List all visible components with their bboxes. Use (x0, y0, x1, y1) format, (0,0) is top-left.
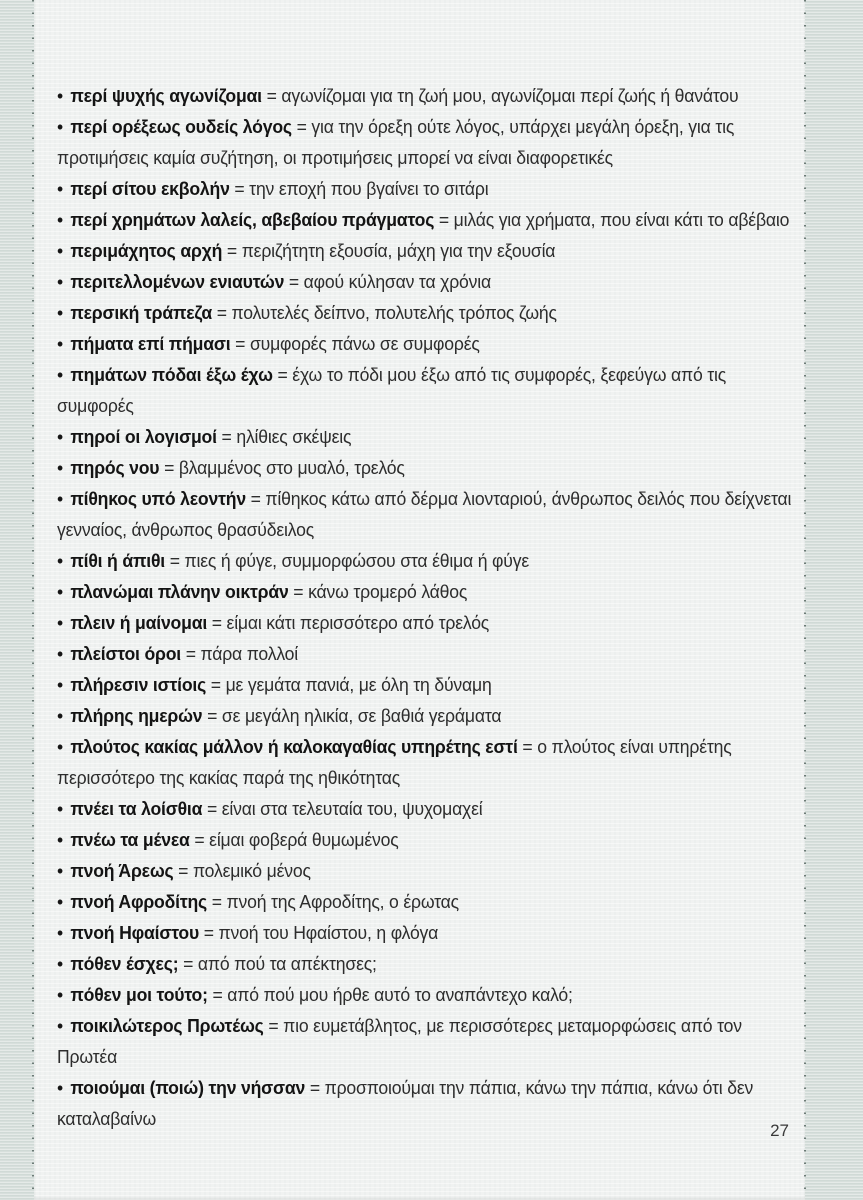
list-item (57, 173, 800, 204)
entry-definition: από πού μου ήρθε αυτό το αναπάντεχο καλό; (227, 984, 573, 1005)
bullet-icon: • (57, 581, 63, 602)
equals-separator: = (245, 488, 266, 509)
entry-definition: κάνω τρομερό λάθος (308, 581, 468, 602)
bullet-icon: • (57, 178, 63, 199)
bullet-icon: • (57, 209, 63, 230)
equals-separator: = (305, 1077, 325, 1098)
equals-separator: = (291, 116, 312, 137)
equals-separator: = (189, 829, 210, 850)
perforation-line-right (804, 0, 806, 1200)
list-item (57, 576, 800, 607)
equals-separator: = (288, 581, 309, 602)
entry-definition: έχω το πόδι μου έξω από τις συμφορές, ξεφεύγω από τις συμφορές (57, 364, 727, 416)
entry-term: πηροί οι λογισμοί (70, 426, 217, 447)
list-item (57, 917, 800, 948)
entry-term: πίθηκος υπό λεοντήν (70, 488, 246, 509)
equals-separator: = (199, 922, 219, 943)
equals-separator: = (206, 674, 226, 695)
bullet-icon: • (57, 85, 63, 106)
entry-definition: πάρα πολλοί (200, 643, 299, 664)
list-item (57, 638, 800, 669)
equals-separator: = (178, 953, 198, 974)
perforation-line-left (32, 0, 34, 1200)
list-item (57, 979, 800, 1010)
bullet-icon: • (57, 891, 63, 912)
bullet-icon: • (57, 488, 63, 509)
entry-definition: πνοή του Ηφαίστου, η φλόγα (218, 922, 439, 943)
entry-term: πλείστοι όροι (70, 643, 181, 664)
entry-definition: πιες ή φύγε, συμμορφώσου στα έθιμα ή φύγε (184, 550, 529, 571)
bullet-icon: • (57, 426, 63, 447)
bullet-icon: • (57, 333, 63, 354)
list-item (57, 886, 800, 917)
entry-definition: ηλίθιες σκέψεις (236, 426, 352, 447)
entry-definition: είμαι κάτι περισσότερο από τρελός (226, 612, 490, 633)
entry-term: πνέω τα μένεα (70, 829, 190, 850)
entry-term: πνέει τα λοίσθια (70, 798, 203, 819)
bullet-icon: • (57, 674, 63, 695)
entry-term: πλήρης ημερών (70, 705, 203, 726)
bullet-icon: • (57, 240, 63, 261)
bullet-icon: • (57, 798, 63, 819)
bullet-icon: • (57, 922, 63, 943)
list-item (57, 669, 800, 700)
equals-separator: = (207, 891, 227, 912)
entry-definition: αφού κύλησαν τα χρόνια (303, 271, 491, 292)
entry-definition: ο πλούτος είναι υπηρέτης περισσότερο της κακίας παρά της ηθικότητας (57, 736, 732, 788)
entry-term: περί χρημάτων λαλείς, αβεβαίου πράγματος (70, 209, 435, 230)
equals-separator: = (229, 178, 250, 199)
equals-separator: = (207, 612, 227, 633)
bullet-icon: • (57, 457, 63, 478)
list-item (57, 1072, 800, 1134)
bullet-icon: • (57, 829, 63, 850)
bullet-icon: • (57, 953, 63, 974)
entry-definition: πίθηκος κάτω από δέρμα λιονταριού, άνθρωπος δειλός που δείχνεται γενναίος, άνθρωπος θρασύδειλος (57, 488, 792, 540)
list-item (57, 483, 800, 545)
bullet-icon: • (57, 643, 63, 664)
entry-definition: αγωνίζομαι για τη ζωή μου, αγωνίζομαι περί ζωής ή θανάτου (281, 85, 739, 106)
entry-term: πλειν ή μαίνομαι (70, 612, 208, 633)
entry-term: περιτελλομένων ενιαυτών (70, 271, 285, 292)
equals-separator: = (173, 860, 193, 881)
entry-definition: είμαι φοβερά θυμωμένος (209, 829, 399, 850)
list-item (57, 111, 800, 173)
bullet-icon: • (57, 550, 63, 571)
page-number: 27 (770, 1121, 789, 1140)
list-item (57, 824, 800, 855)
list-item (57, 235, 800, 266)
equals-separator: = (180, 643, 201, 664)
list-item (57, 948, 800, 979)
entry-term: πόθεν έσχες; (70, 953, 179, 974)
entry-definition: με γεμάτα πανιά, με όλη τη δύναμη (225, 674, 492, 695)
bullet-icon: • (57, 302, 63, 323)
list-item (57, 328, 800, 359)
list-item (57, 452, 800, 483)
equals-separator: = (159, 457, 179, 478)
list-item (57, 545, 800, 576)
entry-term: πίθι ή άπιθι (70, 550, 166, 571)
entry-term: πηρός νου (70, 457, 160, 478)
entry-term: περί ψυχής αγωνίζομαι (70, 85, 262, 106)
entry-definition: συμφορές πάνω σε συμφορές (249, 333, 480, 354)
list-item (57, 80, 800, 111)
entry-definition: σε μεγάλη ηλικία, σε βαθιά γεράματα (221, 705, 502, 726)
equals-separator: = (261, 85, 282, 106)
entry-list (57, 80, 800, 1134)
entry-term: περί σίτου εκβολήν (70, 178, 230, 199)
entry-term: πλανώμαι πλάνην οικτράν (70, 581, 289, 602)
bullet-icon: • (57, 271, 63, 292)
list-item (57, 204, 800, 235)
bullet-icon: • (57, 364, 63, 385)
bullet-icon: • (57, 984, 63, 1005)
entry-definition: είναι στα τελευταία του, ψυχομαχεί (221, 798, 483, 819)
entry-term: πημάτων πόδαι έξω έχω (70, 364, 273, 385)
entry-term: πόθεν μοι τούτο; (70, 984, 208, 1005)
entry-definition: βλαμμένος στο μυαλό, τρελός (178, 457, 405, 478)
bullet-icon: • (57, 1015, 63, 1036)
entry-term: ποιούμαι (ποιώ) την νήσσαν (70, 1077, 306, 1098)
entry-term: πνοή Ηφαίστου (70, 922, 200, 943)
bullet-icon: • (57, 612, 63, 633)
bullet-icon: • (57, 1077, 63, 1098)
entry-definition: πιο ευμετάβλητος, με περισσότερες μεταμορφώσεις από τον Πρωτέα (57, 1015, 742, 1067)
entry-definition: μιλάς για χρήματα, που είναι κάτι το αβέβαιο (453, 209, 790, 230)
list-item (57, 297, 800, 328)
list-item (57, 266, 800, 297)
equals-separator: = (165, 550, 185, 571)
entry-term: περσική τράπεζα (70, 302, 212, 323)
bullet-icon: • (57, 860, 63, 881)
equals-separator: = (222, 240, 242, 261)
list-item (57, 1010, 800, 1072)
equals-separator: = (284, 271, 304, 292)
entry-definition: για την όρεξη ούτε λόγος, υπάρχει μεγάλη όρεξη, για τις προτιμήσεις καμία συζήτηση, οι προτιμήσεις μπορεί να είναι διαφορετικές (57, 116, 735, 168)
equals-separator: = (216, 426, 237, 447)
list-item (57, 421, 800, 452)
entry-term: πνοή Άρεως (70, 860, 174, 881)
entry-definition: προσποιούμαι την πάπια, κάνω την πάπια, κάνω ότι δεν καταλαβαίνω (57, 1077, 754, 1129)
equals-separator: = (202, 798, 222, 819)
entry-term: πήματα επί πήμασι (70, 333, 231, 354)
equals-separator: = (272, 364, 293, 385)
entry-term: ποικιλώτερος Πρωτέως (70, 1015, 264, 1036)
equals-separator: = (263, 1015, 284, 1036)
entry-definition: από πού τα απέκτησες; (197, 953, 377, 974)
entry-term: περιμάχητος αρχή (70, 240, 223, 261)
entry-definition: την εποχή που βγαίνει το σιτάρι (249, 178, 489, 199)
list-item (57, 359, 800, 421)
entry-term: περί ορέξεως ουδείς λόγος (70, 116, 292, 137)
equals-separator: = (202, 705, 222, 726)
entry-term: πλήρεσιν ιστίοις (70, 674, 207, 695)
list-item (57, 855, 800, 886)
entry-definition: πνοή της Αφροδίτης, ο έρωτας (226, 891, 459, 912)
equals-separator: = (230, 333, 250, 354)
entry-definition: πολεμικό μένος (192, 860, 311, 881)
list-item (57, 731, 800, 793)
bullet-icon: • (57, 705, 63, 726)
list-item (57, 793, 800, 824)
entry-term: πλούτος κακίας μάλλον ή καλοκαγαθίας υπηρέτης εστί (70, 736, 518, 757)
entry-term: πνοή Αφροδίτης (70, 891, 208, 912)
bullet-icon: • (57, 116, 63, 137)
equals-separator: = (517, 736, 538, 757)
entry-definition: πολυτελές δείπνο, πολυτελής τρόπος ζωής (231, 302, 557, 323)
equals-separator: = (434, 209, 454, 230)
equals-separator: = (211, 302, 232, 323)
list-item (57, 607, 800, 638)
bullet-icon: • (57, 736, 63, 757)
list-item (57, 700, 800, 731)
entry-definition: περιζήτητη εξουσία, μάχη για την εξουσία (241, 240, 556, 261)
equals-separator: = (207, 984, 228, 1005)
